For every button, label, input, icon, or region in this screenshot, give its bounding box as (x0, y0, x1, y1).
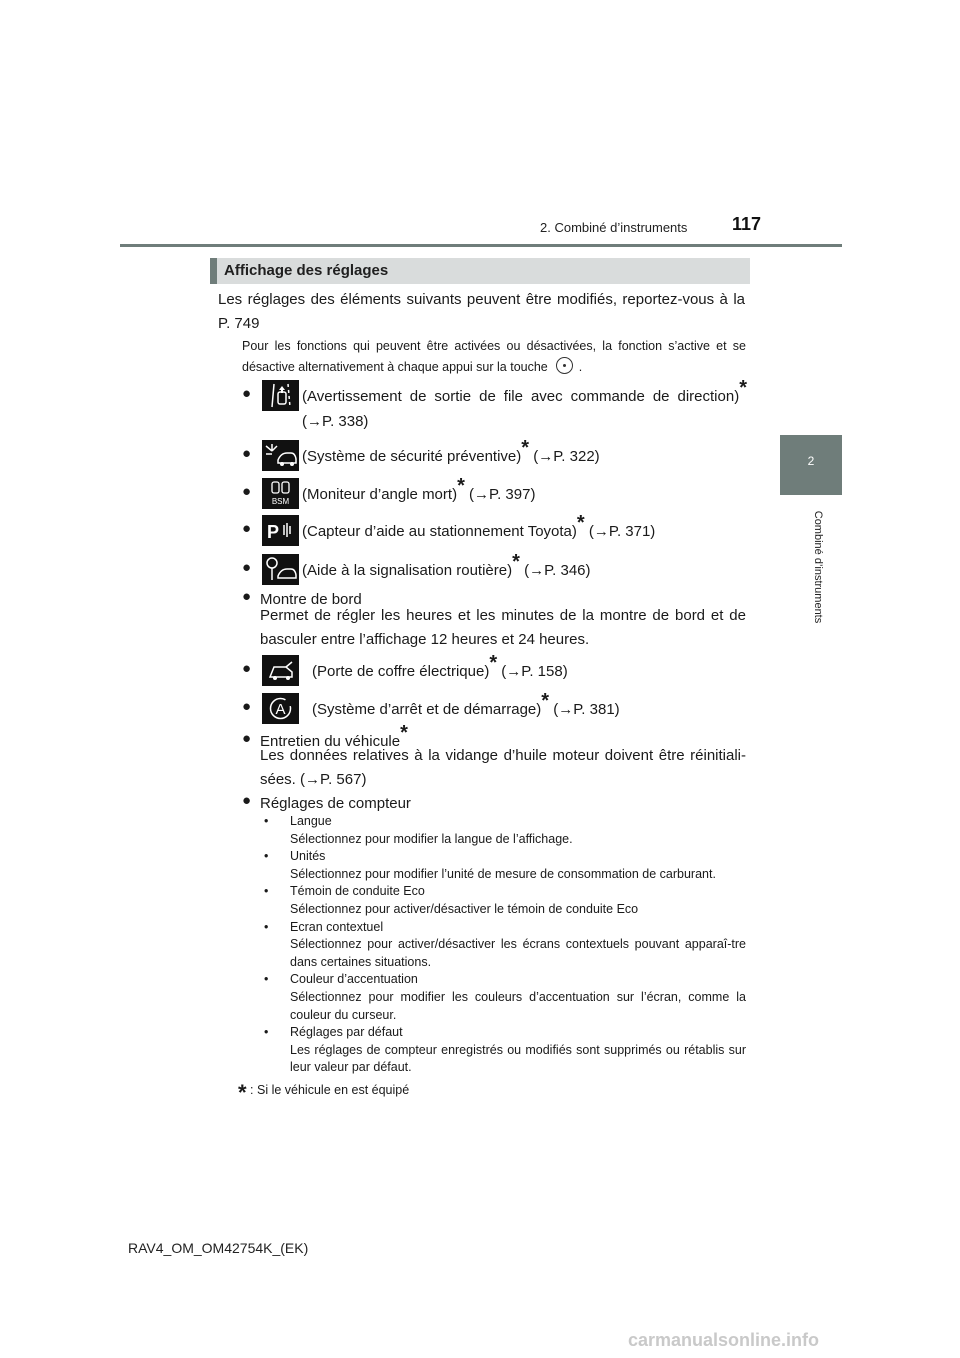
bullet-dot: ● (242, 588, 252, 605)
list-item (262, 971, 746, 989)
header-divider (120, 244, 842, 247)
item-label: (Capteur d’aide au stationnement Toyota) (302, 523, 577, 540)
clock-title: Montre de bord (260, 591, 362, 608)
bullet-dot: ● (242, 385, 252, 402)
item-lane-departure-ref: (→P. 338) (302, 413, 369, 430)
list-item (262, 813, 746, 831)
sub-bullet: • (264, 919, 269, 934)
sub-item-name: Ecran contextuel (290, 919, 384, 934)
item-label: (Porte de coffre électrique) (312, 663, 490, 680)
bullet-dot: ● (242, 730, 252, 747)
list-item (262, 919, 746, 937)
intro-paragraph: Les réglages des éléments suivants peuvent être modifiés, reportez-vous à la P. 749 (218, 291, 745, 332)
sub-item-description: Sélectionnez pour activer/désactiver le témoin de conduite Eco (290, 901, 639, 916)
section-title: Affichage des réglages (224, 262, 389, 279)
list-item (262, 1024, 746, 1042)
bullet-dot: ● (242, 445, 252, 462)
section-heading-accent (210, 258, 217, 284)
stop-start-icon-text: A (275, 701, 286, 718)
item-pre-collision-label (302, 437, 600, 469)
footnote-star: * (457, 475, 465, 497)
bsm-icon (262, 478, 299, 509)
power-tailgate-icon (262, 655, 299, 686)
item-power-tailgate-label (312, 652, 568, 684)
item-ref: (→P. 397) (469, 486, 536, 503)
bullet-dot: ● (242, 660, 252, 677)
footnote (238, 1080, 409, 1106)
footnote-star: * (521, 437, 530, 459)
item-ref: (→P. 371) (588, 523, 656, 540)
parking-sensor-icon (262, 515, 299, 546)
maintenance-title-text: Entretien du véhicule (260, 733, 401, 750)
footnote-text: : Si le véhicule en est équipé (250, 1083, 410, 1097)
bullet-dot: ● (242, 483, 252, 500)
footnote-star: * (541, 690, 550, 712)
document-id: RAV4_OM_OM42754K_(EK) (128, 1240, 309, 1256)
sub-item-description: Les réglages de compteur enregistrés ou modifiés sont supprimés ou rétablis sur leur valeur par défaut. (290, 1042, 746, 1075)
dial-button-icon (556, 357, 573, 374)
sub-item-description: Sélectionnez pour activer/désactiver les écrans contextuels pouvant apparaî-tre dans certaines situations. (290, 937, 746, 969)
sub-bullet: • (264, 849, 269, 864)
item-ref: (→P. 322) (533, 448, 600, 465)
footnote-star: * (400, 722, 408, 744)
item-label: (Système d’arrêt et de démarrage) (312, 701, 542, 718)
parking-icon-text: P (266, 522, 280, 542)
meter-settings-title: Réglages de compteur (260, 795, 411, 812)
bullet-dot: ● (242, 559, 252, 576)
sub-bullet: • (264, 884, 269, 899)
header-section-title: 2. Combiné d’instruments (540, 220, 688, 235)
sub-bullet: • (264, 1025, 269, 1040)
chapter-side-label (795, 505, 824, 635)
list-item (262, 848, 746, 866)
item-ref: (→P. 346) (524, 562, 591, 579)
footnote-star: * (512, 551, 520, 573)
bullet-dot: ● (242, 520, 252, 537)
item-label: (Système de sécurité préventive) (302, 448, 522, 465)
sub-item-name: Unités (290, 849, 326, 864)
sub-bullet: • (264, 814, 269, 828)
chapter-tab-number: 2 (807, 454, 815, 468)
sub-item-name: Couleur d’accentuation (290, 972, 418, 987)
bullet-dot: ● (242, 698, 252, 715)
sub-item-description: Sélectionnez pour modifier la langue de l’affichage. (290, 831, 573, 846)
item-stop-start-label (312, 690, 620, 722)
sub-item-description: Sélectionnez pour modifier les couleurs d’accentuation sur l’écran, comme la couleur du curseur. (290, 989, 746, 1022)
clock-description: Permet de régler les heures et les minutes de la montre de bord et de basculer entre l’affichage 12 heures et 24 heures. (260, 607, 746, 648)
item-ref: (→P. 381) (553, 701, 620, 718)
meter-settings-list (262, 813, 746, 1077)
item-road-sign-label (302, 551, 591, 583)
list-item (262, 883, 746, 901)
maintenance-description: Les données relatives à la vidange d’huile moteur doivent être réinitiali-sées. (→P. 567) (260, 747, 746, 788)
item-ref: (→P. 158) (501, 663, 568, 680)
road-sign-assist-icon (262, 554, 299, 585)
note-paragraph (242, 336, 746, 378)
item-bsm-label (302, 475, 536, 507)
pre-collision-icon (262, 440, 299, 471)
bsm-icon-text: BSM (271, 497, 290, 506)
footnote-star: * (238, 1080, 247, 1105)
item-parking-sensor-label (302, 512, 656, 544)
item-lane-departure-label (302, 377, 747, 409)
section-heading-bar (210, 258, 750, 284)
page-number: 117 (732, 214, 762, 234)
item-label: (Avertissement de sortie de file avec commande de direction) (302, 388, 740, 405)
item-label: (Aide à la signalisation routière) (302, 562, 513, 579)
sub-item-name: Réglages par défaut (290, 1025, 403, 1040)
footnote-star: * (739, 377, 747, 399)
note-text: Pour les fonctions qui peuvent être activées ou désactivées, la fonction s’active et se désactive alternativement à chaque appui sur la touche (242, 339, 746, 374)
note-end: . (578, 360, 583, 374)
footnote-star: * (576, 512, 585, 534)
bullet-dot: ● (242, 792, 252, 809)
sub-item-description: Sélectionnez pour modifier l’unité de mesure de consommation de carburant. (290, 866, 716, 881)
sub-bullet: • (264, 972, 269, 987)
stop-start-icon (262, 693, 299, 724)
footnote-star: * (489, 652, 498, 674)
watermark: carmanualsonline.info (628, 1330, 820, 1350)
sub-item-name: Témoin de conduite Eco (290, 884, 425, 899)
chapter-side-label-text: Combiné d’instruments (812, 510, 824, 624)
item-label: (Moniteur d’angle mort) (302, 486, 458, 503)
lane-departure-icon (262, 380, 299, 411)
sub-item-name: Langue (290, 814, 332, 828)
